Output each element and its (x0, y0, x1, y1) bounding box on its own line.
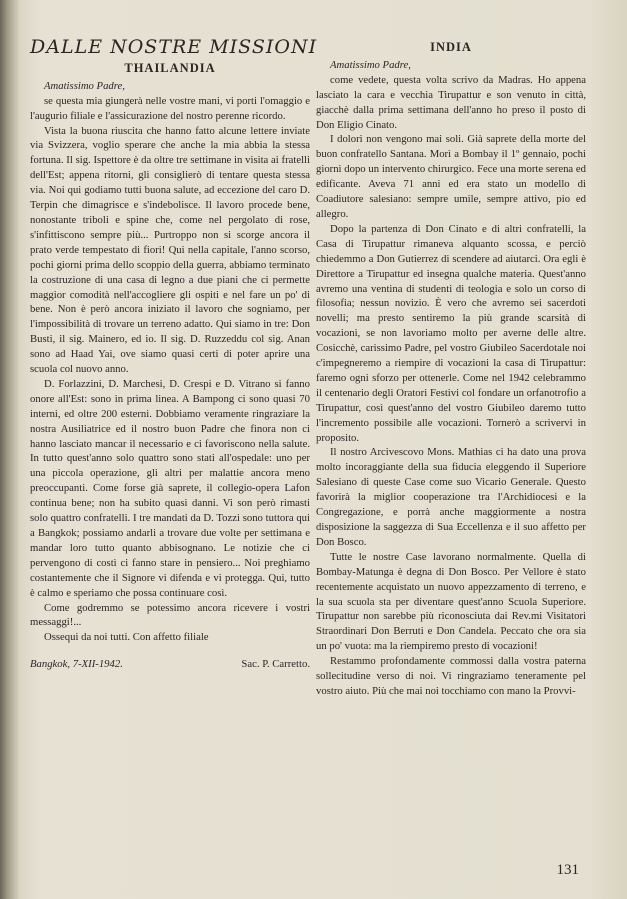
signature-name: Sac. P. Carretto. (241, 658, 310, 671)
paragraph: come vedete, questa volta scrivo da Madras. Ho appena lasciato la cara e vecchia Tirupattur e son venuto in città, giacchè dalla prima settimana dell'anno ho preso il posto di Don Eligio Cinato. (316, 73, 586, 131)
paragraph: Restammo profondamente commossi dalla vostra paterna sollecitudine verso di noi. Vi ringraziamo teneramente pel vostro aiuto. Più che mai noi tocchiamo con mano la Provvi- (316, 655, 586, 697)
section-title-india: INDIA (430, 40, 472, 54)
page-number: 131 (556, 862, 579, 878)
right-column (316, 40, 586, 699)
paragraph: Vista la buona riuscita che hanno fatto alcune lettere inviate via Svizzera, voglio sperare che anche la mia abbia la stessa fortuna. Il sig. Ispettore è da oltre tre settimane in visita ai fratelli dell'Est; appena ritorni, gli consiglierò di tentare questa stessa via. Noi qui godiamo tutti buona salute, ad eccezione del caro D. Terpin che dimagrisce e s'indebolisce. Il lavoro procede bene, nonostante triboli e spine che, come nel pergolato di rose, s'infittiscono sempre più... Purtroppo non si scorge ancora il prato verde tempestato di fiori! Qui nella capitale, l'anno scorso, pochi giorni prima dello scoppio della guerra, abbiamo terminato la costruzione di una casa di legno a due piani che ci permette maggior comodità nell'accogliere gli ospiti e nel fare un po' di bene. Non è però ancora iniziato il lavoro che sogniamo, per l'impossibilità di trovare un terreno adatto. Qui siamo in tre: Don Busti, il sig. Mainero, ed io. Il sig. D. Ruzzeddu col sig. Anan sono ad Haad Yai, ove siamo quasi certi di poter aprire una scuola col nuovo anno. (30, 124, 310, 376)
signature-place: Bangkok, 7-XII-1942. (30, 658, 123, 671)
paragraph: se questa mia giungerà nelle vostre mani, vi porti l'omaggio e l'augurio filiale e l'assicurazione del nostro perenne ricordo. (30, 94, 310, 122)
left-column (30, 36, 318, 672)
paragraph: Dopo la partenza di Don Cinato e di altri confratelli, la Casa di Tirupattur rimaneva alquanto scossa, e perciò chiedemmo a Don Gutierrez di scendere ad aiutarci. Ora egli è Direttore a Tirupattur ed insegna qualche materia. Quest'anno avremo una ventina di studenti di teologia e solo un corso di filosofia; nessun novizio. È vero che avremo sei sacerdoti novelli; ma presto sentiremo la più grande scarsità di vocazioni, se non lavoriamo molto per averne delle altre. Cosicchè, carissimo Padre, pel vostro Giubileo Sacerdotale noi c'impegneremo a riempire di vocazioni la casa di Tirupattur: faremo ogni sforzo per ottenerle. Come nel 1942 celebrammo il centenario degli Oratori Festivi col fondare un orfanotrofio a Tirupattur, così quest'anno del vostro Giubileo daremo tutto l'incremento possibile alle vocazioni. Tornerò a scrivervi in proposito. (316, 222, 586, 444)
paragraph: I dolori non vengono mai soli. Già saprete della morte del buon confratello Santana. Morì a Bombay il 1º gennaio, pochi giorni dopo un intervento chirurgico. Fece una morte serena ed edificante. Aveva 71 anni ed era stato un modello di Coadiutore salesiano: sempre umile, sempre attivo, pio ed allegro. (316, 133, 586, 220)
greeting-india: Amatissimo Padre, (330, 58, 411, 71)
paragraph: D. Forlazzini, D. Marchesi, D. Crespi e D. Vitrano si fanno onore all'Est: sono in prima linea. A Bampong ci sono quasi 70 interni, ed oltre 200 esterni. Dobbiamo veramente ringraziare la nostra Ausiliatrice ed il nostro buon Padre che finora non ci hanno lasciato mancar il necessario e ci favoriscono nella salute. In tutto quest'anno solo quattro sono stati all'ospedale: uno per una piccola operazione, gli altri per malattie ancora meno preoccupanti. Come forse già saprete, il collegio-opera Lafon continua bene; non ha subito quasi danni. Vi son però rimasti solo quattro confratelli. I tre mandati da D. Tozzi sono tuttora qui a Bangkok; possiamo andarli a trovare due volte per settimana e mandar loro tutto quanto abbisognano. Le notizie che ci pervengono di costì ci fanno stare in pensiero... Noi preghiamo costantemente che il Signore vi difenda e vi protegga. Qui, tutto è calmo e speriamo che possa continuare così. (30, 377, 310, 599)
page-header: DALLE NOSTRE MISSIONI (30, 36, 318, 58)
greeting-thailandia: Amatissimo Padre, (44, 79, 125, 92)
paragraph: Tutte le nostre Case lavorano normalmente. Quella di Bombay-Matunga è degna di Don Bosco. Per Vellore è stato recentemente acquistato un nuovo appezzamento di terreno, e la sua scuola sta per diventare quest'anno Scuola Superiore. Tirupattur non sarebbe più riconosciuta dai Rev.mi Visitatori Straordinari Don Berruti e Don Candela. Peccato che ora sia un po' vuota: ma la riempiremo presto di vocazioni! (316, 550, 586, 653)
signature-line (30, 657, 310, 672)
paragraph: Il nostro Arcivescovo Mons. Mathias ci ha dato una prova molto incoraggiante della sua fiducia eleggendo il Superiore Salesiano di queste Case come suo Vicario Generale. Questo favorirà la miglior cooperazione tra l'Archidiocesi e la Congregazione, e porrà anche maggiormente a nostra disposizione la saggezza di Sua Eccellenza e il suo affetto per Don Bosco. (316, 446, 586, 548)
paragraph: Ossequi da noi tutti. Con affetto filiale (44, 631, 209, 644)
section-title-thailandia: THAILANDIA (124, 60, 216, 75)
paragraph: Come godremmo se potessimo ancora ricevere i vostri messaggi!... (30, 601, 310, 629)
